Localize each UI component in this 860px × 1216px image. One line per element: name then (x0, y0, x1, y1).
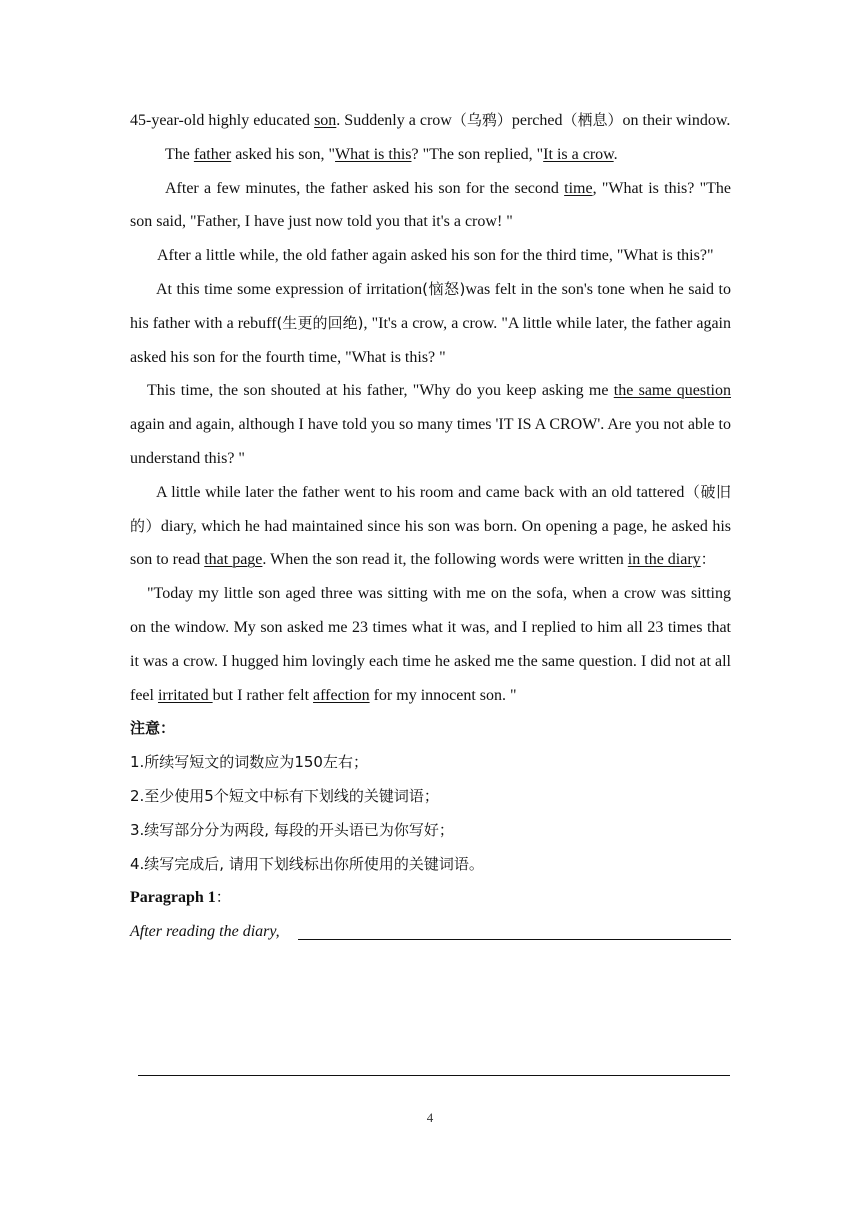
paragraph-1-first-line (130, 915, 731, 949)
text-run: again and again, although I have told you so many times 'IT IS A CROW'. Are you not able to understand this? " (130, 416, 731, 467)
writing-line-full[interactable] (138, 1075, 730, 1076)
keyword-underlined: in the diary (627, 551, 701, 569)
story-paragraph-3 (130, 239, 731, 273)
paragraph-label-colon: ： (215, 888, 231, 907)
text-run: , "It's a crow, a crow. "A little while later, the father again asked his son for the fourth time, "What is this? " (130, 314, 731, 366)
keyword-underlined: What is this (335, 145, 412, 163)
text-run: The (165, 145, 194, 163)
story-paragraph-7 (130, 577, 731, 712)
note-item-4: 4.续写完成后, 请用下划线标出你所使用的关键词语。 (130, 854, 484, 873)
keyword-underlined: It is a crow (543, 145, 614, 163)
text-run: . Suddenly a crow (336, 112, 452, 129)
keyword-underlined: that page (204, 551, 263, 569)
text-run: "Today my little son aged three was sitting with me on the sofa, when a crow was sitting on the window. My son asked me 23 times what it was, and I replied to him all 23 times that it was a crow. I hugged him lovingly each time he asked me the same question. I did not at all feel (130, 585, 731, 704)
keyword-underlined: irritated (157, 686, 213, 704)
text-run: 45-year-old highly educated (130, 112, 315, 129)
text-run: ： (700, 550, 716, 569)
paragraph-label: Paragraph 1 (130, 889, 216, 907)
note-item-1: 1.所续写短文的词数应为150左右； (130, 753, 368, 772)
story-text (130, 104, 731, 949)
text-run: for my innocent son. " (369, 686, 517, 704)
text-run: A little while later the father went to his room and came back with an old tattered (156, 483, 685, 501)
text-run: diary, which he had maintained since his son was born. On opening a page, he asked his son to read (130, 517, 731, 569)
text-run: After a few minutes, the father asked his son for the second (165, 179, 565, 197)
text-run: After a little while, the old father again asked his son for the third time, "What is this?" (157, 247, 714, 265)
page-number: 4 (426, 1110, 434, 1125)
story-paragraph-5 (130, 374, 731, 475)
text-run: , "What is this? "The son said, "Father, I have just now told you that it's a crow! " (130, 179, 731, 231)
chinese-gloss: （栖息） (562, 111, 623, 129)
note-item-2: 2.至少使用5个短文中标有下划线的关键词语； (130, 786, 439, 805)
text-run: was felt in the son's tone when he said to his father with a rebuff (130, 280, 731, 332)
text-run: . When the son read it, the following words were written (262, 551, 628, 569)
text-run: but I rather felt (212, 686, 314, 704)
story-paragraph-2 (130, 172, 731, 240)
text-run: asked his son, " (231, 145, 336, 163)
chinese-gloss: （破旧的） (130, 482, 731, 535)
story-paragraph-1 (130, 138, 731, 172)
keyword-underlined: affection (313, 686, 370, 704)
text-run: At this time some expression of irritation (156, 280, 423, 298)
text-run: ? "The son replied, " (411, 145, 544, 163)
keyword-underlined: the same question (613, 382, 732, 400)
story-paragraph-0 (130, 104, 731, 138)
paragraph-1-heading (130, 881, 731, 915)
text-run: This time, the son shouted at his father, "Why do you keep asking me (147, 382, 614, 400)
keyword-underlined: son (314, 112, 337, 129)
keyword-underlined: father (193, 145, 232, 163)
chinese-gloss: (恼怒) (422, 279, 466, 298)
chinese-gloss: (生更的回绝) (276, 313, 364, 332)
notes-heading: 注意： (130, 719, 176, 738)
story-paragraph-6 (130, 476, 731, 577)
text-run: . (613, 145, 618, 163)
writing-line[interactable] (298, 917, 731, 940)
keyword-underlined: time (564, 179, 593, 197)
text-run: perched (511, 112, 563, 129)
note-item-3: 3.续写部分分为两段, 每段的开头语已为你写好； (130, 820, 454, 839)
text-run: on their window. (622, 112, 731, 129)
paragraph-opening: After reading the diary, (130, 923, 280, 941)
story-paragraph-4 (130, 273, 731, 374)
chinese-gloss: （乌鸦） (451, 111, 512, 129)
